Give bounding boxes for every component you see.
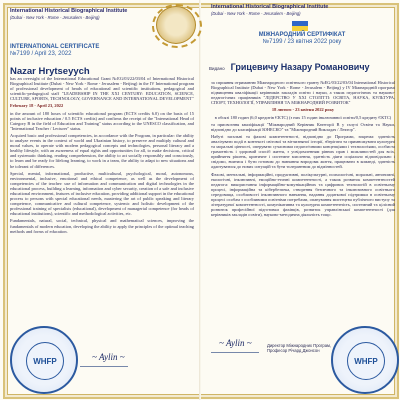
org-header <box>10 8 194 21</box>
body-paragraph: Фахові, ментальні, інформаційні, продуктивні, полікультурні, психологічні, моральні, автономні, екологічні, інклюзивні, емоційно-етичні компетентності, а також розвиток компетентностей педагога: використання інформаційно-комунікаційних та цифрових технологій в освітньому процесі, інформаційна та кібербезпека, створення безпечного та інклюзивного освітнього середовища, особливості інклюзивного навчання, надання додаткової підтримки в освітньому процесі особам з особливими освітніми потребами, опанування мистецтва публічного виступу та літературної компетентності, комунікативна та культурна компетентність, системний та цілісний розвиток професійної підготовки фахівців, розвиток управлінської компетентності (для керівників закладів освіти), науково-методична діяльність тощо. <box>211 171 395 218</box>
signatory-title: Директор Міжнародних Програм, <box>267 343 332 348</box>
seal-icon <box>10 326 78 394</box>
body-dates: February 18 - April 23, 2022 <box>10 103 64 109</box>
seal-center-text: WHFP <box>33 356 57 366</box>
certificate-title: МІЖНАРОДНИЙ СЕРТИФІКАТ <box>258 32 346 38</box>
seal-inner-ring <box>26 342 64 380</box>
org-title: International Historical Biographical Institute <box>211 4 329 10</box>
body-paragraph: Набуті загальні та фахові компетентності, відповідно до Програми, зокрема: здатність аналізувати події в контексті світової та вітчизняної історії, зберігати та примножувати культурні та моральні цінності, оперувати сучасними педагогічними концепціями і технологіями, особиста грамотність і здоровий спосіб життя, з усвідомленням рівних прав і можливостей для всіх, прийняття рішень, критичне і системне мислення, здатність діяти соціально відповідально і свідомо, вчитися і бути готовим до навчання впродовж життя, працювати в команді, здатність адаптуватися до нових ситуацій та бути толерантним до відмінностей. <box>211 133 395 170</box>
body-paragraph: в обсязі 180 годин (6,0 кредитів ЄКТС) (з них 15 годин інклюзивної освіти/0,5 кредиту ЄКТС) <box>214 114 392 120</box>
signatory-name: Професор Річард Джонсон <box>267 348 320 353</box>
seal-center-text: WHFP <box>354 356 378 366</box>
body-paragraph: Fundamentals, natural, social, technical, physical and mathematical sciences, improving the fundamentals of modern education, developing the ability to apply the principles of the optimal teaching methods and forms of education. <box>10 218 194 234</box>
body-paragraph: in the amount of 180 hours of scientific educational program (ECTS credits 6.0) on the basis of 15 points of inclusive education / 0.5 ECTS credits) and confirms the receipt of the "International Head of Category B in the field of Education and Training" status according to the UNESCO classification, and "International Teacher / Lecturer" status. <box>10 110 194 131</box>
signature-line <box>211 352 259 353</box>
certificate-body <box>10 76 194 236</box>
body-paragraph: Special, mental, informational, productive, multicultural, psychological, moral, autonomous, environmental, inclusive, emotional and ethical competence, as well as the development of competencies of the teacher: use of information and communication and digital technologies in the educational process, building a learning, information and cyber security, creation of a safe and inclusive educational environment, features of inclusive education, providing additional support in the educational process to persons with special educational needs, mastering the art of public speaking and literary competence, communicative and cultural competence, systemic and holistic development of the professional training of specialists (educational), development of managerial competence (for heads of educational institutions), scientific and methodological activities, etc. <box>10 170 194 217</box>
signature-icon: ~ Aylin ~ <box>219 338 252 348</box>
seal-inner-ring <box>347 342 385 380</box>
signature-line <box>80 366 128 367</box>
certificate-number: №7199 / 23 квітня 2022 року <box>262 39 342 45</box>
org-title: International Historical Biographical Institute <box>10 8 128 14</box>
org-subtitle: (Dubai - New York - Rome - Jerusalem - Beijing) <box>211 10 301 16</box>
recipient-name: Nazar Hrytseyych <box>10 66 90 77</box>
signatory-block <box>267 343 337 353</box>
body-paragraph: за сприяння отриманню Міжнародного освітнього гранту №EG/03/22/03/04 International Historical Biographical Institute (Dubai - New York - Rome - Jerusalem - Beijing) у ІV Міжнародній програмі підвищення кваліфікації керівників закладів освіти і науки, а також педагогічних та науково-педагогічних працівників "ЛІДЕРСТВО У XXI СТОЛІТТІ: ОСВІТА, НАУКА, КУЛЬТУРА, СПОРТ, ТЕХНОЛОГІЇ, УПРАВЛІННЯ ТА МІЖНАРОДНИЙ РОЗВИТОК" <box>211 80 395 106</box>
issued-label: Видано <box>209 66 225 71</box>
recipient-name: Грицевичу Назару Романовичу <box>230 62 370 72</box>
certificate-page-ukrainian <box>201 0 400 400</box>
org-subtitle: (Dubai - New York - Rome - Jerusalem - Beijing) <box>10 14 100 20</box>
body-paragraph: та присвоєння кваліфікації "Міжнародний Керівник Категорії В у галузі Освіти та Науки, відповідно до класифікації ЮНЕСКО" та "Міжнародний Викладач / Лектор". <box>211 121 395 132</box>
recipient-block <box>209 62 395 72</box>
signature-icon: ~ Aylin ~ <box>92 352 125 362</box>
body-paragraph: Acquired basic and professional competencies, in accordance with the Program, in particular: the ability to analyze events in the context of world and Ukrainian history, to preserve and multiply cultural and moral values, to operate with modern pedagogical concepts and technologies, personal literacy and a healthy lifestyle, with an awareness of equal rights and opportunities for all, to make decisions, critical and systematic thinking, reading comprehension, the ability to act socially responsibly and consciously, to learn and be ready for lifelong learning, to work in a team, the ability to adapt to new situations and be tolerant of differences. <box>10 132 194 169</box>
body-paragraph: has an oversight of the International Educational Grant №EG/03/22/03/04 of International Historical Biographical Institute (Dubai - New York - Rome - Jerusalem - Beijing) in the IV International program of professional development of heads of educational and scientific institutions, pedagogical and scientific-pedagogical staff "LEADERSHIP IN THE XXI CENTURY: EDUCATION, SCIENCE, CULTURE, SPORTS, TECHNOLOGY, GOVERNANCE AND INTERNATIONAL DEVELOPMENT" <box>10 76 194 102</box>
certificate-body <box>211 80 395 219</box>
certificate-number: №7199 / April 23, 2022 <box>10 51 72 57</box>
body-dates: 18 лютого - 23 квітня 2022 року <box>271 107 335 113</box>
seal-icon <box>331 326 399 394</box>
org-header <box>211 4 395 17</box>
certificate-title: INTERNATIONAL CERTIFICATE <box>10 44 100 50</box>
